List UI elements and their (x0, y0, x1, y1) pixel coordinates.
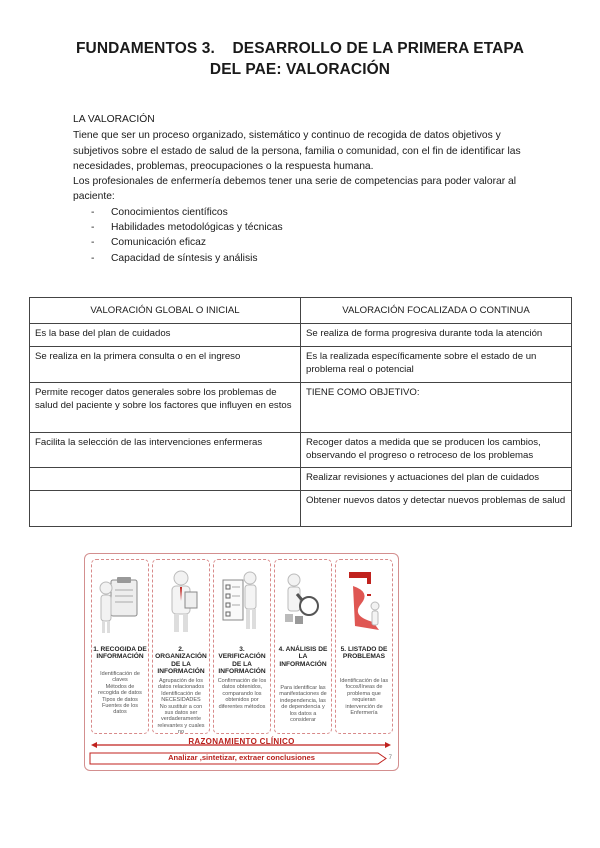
table-cell: Se realiza de forma progresiva durante toda la atención (301, 324, 572, 347)
clipboard-person-icon (97, 566, 143, 636)
step-card-organizacion (152, 559, 210, 734)
step-description: Confirmación de los datos obtenidos, comparando los obtenidos por diferentes métodos (217, 678, 267, 710)
table-cell: Realizar revisiones y actuaciones del plan de cuidados (301, 468, 572, 491)
list-item: - Comunicación eficaz (73, 235, 533, 250)
step-title: 4. ANÁLISIS DE LA INFORMACIÓN (278, 646, 328, 668)
section-heading: LA VALORACIÓN (73, 114, 155, 125)
conclusion-text: Analizar ,sintetizar, extraer conclusiones (168, 753, 315, 762)
magnifier-analysis-icon (280, 566, 326, 636)
table-cell: Permite recoger datos generales sobre los problemas de salud del paciente y sobre los factores que influyen en estos (30, 383, 301, 433)
page-title (0, 38, 600, 80)
step-card-verificacion (213, 559, 271, 734)
step-card-recogida (91, 559, 149, 734)
person-clipboard-icon (158, 566, 204, 636)
table-cell: Obtener nuevos datos y detectar nuevos problemas de salud (301, 491, 572, 527)
table-row (30, 347, 572, 383)
table-cell: Recoger datos a medida que se producen los cambios, observando el progreso o retroceso de los problemas (301, 433, 572, 468)
figure-page-number: 7 (388, 755, 392, 761)
razonamiento-banner: RAZONAMIENTO CLÍNICO (188, 737, 295, 746)
valoracion-table (29, 297, 572, 527)
table-header-row (30, 298, 572, 324)
list-item: - Habilidades metodológicas y técnicas (73, 220, 533, 235)
step-description: Identificación de las focos/líneas de problema que requieran intervención de Enfermería (339, 678, 389, 717)
intro-paragraph-2: Los profesionales de enfermería debemos tener una serie de competencias para poder valorar al paciente: (73, 176, 517, 203)
table-cell (30, 491, 301, 527)
page-title-line1: FUNDAMENTOS 3. DESARROLLO DE LA PRIMERA ETAPA (75, 40, 524, 57)
step-title: 5. LISTADO DE PROBLEMAS (340, 646, 388, 661)
table-cell: Facilita la selección de las intervenciones enfermeras (30, 433, 301, 468)
red-list-icon (341, 566, 387, 636)
table-row (30, 383, 572, 433)
intro-paragraph-1: Tiene que ser un proceso organizado, sistemático y continuo de recogida de datos objetivos y subjetivos sobre el estado de salud de la persona, familia o comunidad, con el fin de identificar las necesidades, problemas, preocupaciones o la respuesta humana. (73, 130, 521, 172)
list-item: - Conocimientos científicos (73, 205, 533, 220)
step-title: 3. VERIFICACIÓN DE LA INFORMACIÓN (218, 646, 266, 676)
table-cell: TIENE COMO OBJETIVO: (301, 383, 572, 433)
double-arrow-icon (91, 742, 391, 748)
step-description: Identificación de claves Métodos de recogida de datos Tipos de datos Fuentes de los datos (98, 671, 142, 716)
column-header: VALORACIÓN GLOBAL O INICIAL (30, 298, 301, 324)
table-cell: Se realiza en la primera consulta o en el ingreso (30, 347, 301, 383)
valoracion-process-figure (84, 553, 399, 771)
table-row (30, 433, 572, 468)
step-card-listado (335, 559, 393, 734)
step-description: Para identificar las manifestaciones de independencia, las de dependencia y los datos a considerar (279, 685, 327, 724)
table-cell (30, 468, 301, 491)
step-title: 2. ORGANIZACIÓN DE LA INFORMACIÓN (155, 646, 207, 676)
page-title-line2: DEL PAE: VALORACIÓN (209, 61, 391, 78)
competencies-list (73, 205, 533, 266)
column-header: VALORACIÓN FOCALIZADA O CONTINUA (301, 298, 572, 324)
table-row (30, 468, 572, 491)
table-cell: Es la realizada específicamente sobre el estado de un problema real o potencial (301, 347, 572, 383)
table-cell: Es la base del plan de cuidados (30, 324, 301, 347)
table-row (30, 491, 572, 527)
step-title: 1. RECOGIDA DE INFORMACIÓN (93, 646, 147, 661)
table-row (30, 324, 572, 347)
checklist-icon (219, 566, 265, 636)
step-card-analisis (274, 559, 332, 734)
intro-section (73, 112, 533, 266)
step-description: Agrupación de los datos relacionados Identificación de NECESIDADES No sustituir a con sus datos ser verdaderamente relevantes y cuales no (157, 678, 205, 736)
list-item: - Capacidad de síntesis y análisis (73, 251, 533, 266)
